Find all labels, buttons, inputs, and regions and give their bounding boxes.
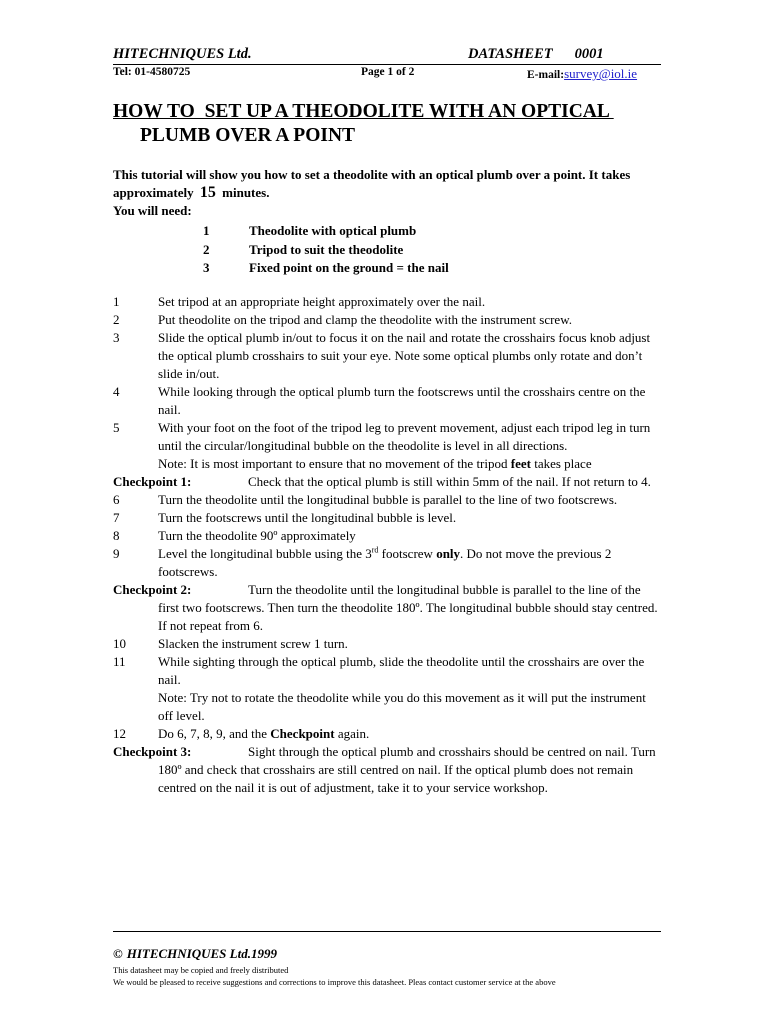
datasheet-number: 0001	[574, 46, 604, 62]
company-name: HITECHNIQUES Ltd.	[113, 46, 252, 62]
step-text-end: . Do not move the previous 2 footscrews.	[158, 546, 612, 579]
step-number: 8	[113, 528, 120, 543]
copyright-icon: ©	[113, 946, 123, 961]
step-number: 6	[113, 492, 120, 507]
header-divider	[113, 64, 661, 65]
list-item	[113, 259, 661, 278]
title-line-1: HOW TO SET UP A THEODOLITE WITH AN OPTICAL	[113, 101, 614, 122]
step-number: 12	[113, 726, 126, 741]
step-number: 7	[113, 510, 120, 525]
intro-text: This tutorial will show you how to set a theodolite with an optical plumb over a point. It takes approximately	[113, 167, 631, 200]
step-5-note	[113, 455, 661, 473]
step-number: 2	[113, 312, 120, 327]
email-link[interactable]: survey@iol.ie	[564, 66, 638, 81]
note-emphasis: feet	[510, 456, 531, 471]
step-text-end: again.	[334, 726, 370, 741]
header-top	[113, 46, 661, 66]
need-label: You will need:	[113, 203, 192, 218]
step-text: Slide the optical plumb in/out to focus it on the nail and rotate the crosshairs focus knob adjust the optical plumb crosshairs to suit your eye. Note some optical plumbs only rotate and don’t slide in/out.	[158, 330, 651, 381]
step-number: 5	[113, 420, 120, 435]
page-number: Page 1 of 2	[361, 66, 415, 78]
procedure-steps	[113, 293, 661, 797]
step-text: With your foot on the foot of the tripod leg to prevent movement, adjust each tripod leg in turn until the circular/longitudinal bubble on the theodolite is level in all directions.	[158, 420, 651, 453]
step-number: 9	[113, 546, 120, 561]
step-emphasis: Checkpoint	[270, 726, 335, 741]
step-text: Turn the theodolite until the longitudinal bubble is parallel to the line of two footscrews.	[158, 492, 618, 507]
step-text-mid: footscrew	[378, 546, 437, 561]
email-label: E-mail:	[527, 69, 565, 81]
step-11	[113, 653, 661, 689]
step-9	[113, 545, 661, 581]
step-3	[113, 329, 661, 383]
list-item	[113, 222, 661, 241]
step-4	[113, 383, 661, 419]
step-7	[113, 509, 661, 527]
item-number: 1	[203, 223, 210, 238]
checkpoint-text: Turn the theodolite until the longitudinal bubble is parallel to the line of the first two footscrews. Then turn the theodolite 180º. The longitudinal bubble should stay centred. If not repeat from 6.	[158, 582, 658, 633]
step-text: Turn the theodolite 90º approximately	[158, 528, 356, 543]
item-text: Tripod to suit the theodolite	[249, 241, 404, 257]
step-text: Do 6, 7, 8, 9, and the	[158, 726, 271, 741]
footer-notes	[113, 964, 673, 988]
checkpoint-label: Checkpoint 1:	[113, 474, 192, 489]
requirements-list	[113, 222, 661, 278]
intro-minutes-label: minutes.	[222, 185, 270, 200]
step-1	[113, 293, 661, 311]
item-number: 3	[203, 260, 210, 275]
checkpoint-text: Sight through the optical plumb and crosshairs should be centred on nail. Turn 180º and check that crosshairs are still centred on nail. If the optical plumb does not remain centred on the nail it is out of adjustment, take it to your service workshop.	[158, 744, 656, 795]
copyright-text: HITECHNIQUES Ltd.1999	[126, 946, 277, 961]
step-number: 10	[113, 636, 126, 651]
step-number: 4	[113, 384, 120, 399]
step-number: 1	[113, 294, 120, 309]
intro-paragraph	[113, 166, 661, 220]
step-text: Level the longitudinal bubble using the 3	[158, 546, 372, 561]
checkpoint-2	[113, 581, 661, 635]
checkpoint-label: Checkpoint 2:	[113, 582, 192, 597]
step-8	[113, 527, 661, 545]
checkpoint-3	[113, 743, 661, 797]
step-text: Set tripod at an appropriate height approximately over the nail.	[158, 294, 486, 309]
footer-line-1: This datasheet may be copied and freely distributed	[113, 965, 289, 975]
ordinal-suffix: rd	[371, 545, 379, 555]
step-emphasis: only	[436, 546, 461, 561]
footer-line-2: We would be pleased to receive suggestions and corrections to improve this datasheet. Pleas contact customer service at the above	[113, 977, 556, 987]
note-text: Note: Try not to rotate the theodolite while you do this movement as it will put the instrument off level.	[158, 690, 646, 723]
page-title	[113, 100, 673, 148]
step-text: Put theodolite on the tripod and clamp the theodolite with the instrument screw.	[158, 312, 572, 327]
checkpoint-text: Check that the optical plumb is still within 5mm of the nail. If not return to 4.	[248, 474, 651, 489]
item-text: Fixed point on the ground = the nail	[249, 260, 449, 275]
step-6	[113, 491, 661, 509]
item-text: Theodolite with optical plumb	[249, 223, 417, 238]
item-number: 2	[203, 241, 210, 257]
telephone: Tel: 01-4580725	[113, 66, 191, 78]
step-text: While looking through the optical plumb turn the footscrews until the crosshairs centre on the nail.	[158, 384, 646, 417]
list-item	[113, 241, 661, 260]
step-number: 11	[113, 654, 126, 669]
step-11-note	[113, 689, 661, 725]
title-line-2: PLUMB OVER A POINT	[140, 125, 356, 146]
datasheet-label: DATASHEET	[468, 46, 553, 62]
step-2	[113, 311, 661, 329]
step-number: 3	[113, 330, 120, 345]
checkpoint-label: Checkpoint 3:	[113, 744, 192, 759]
datasheet-id	[468, 46, 604, 63]
note-text-end: takes place	[534, 456, 592, 471]
email-block	[527, 66, 637, 82]
step-12	[113, 725, 661, 743]
step-5	[113, 419, 661, 455]
step-10	[113, 635, 661, 653]
header-contact	[113, 66, 661, 84]
step-text: Slacken the instrument screw 1 turn.	[158, 636, 348, 651]
note-text: Note: It is most important to ensure that no movement of the tripod	[158, 456, 508, 471]
step-text: While sighting through the optical plumb, slide the theodolite until the crosshairs are over the nail.	[158, 654, 645, 687]
checkpoint-1	[113, 473, 661, 491]
footer-copyright	[113, 946, 277, 962]
minutes-value: 15	[199, 184, 216, 201]
step-text: Turn the footscrews until the longitudinal bubble is level.	[158, 510, 457, 525]
footer-divider	[113, 931, 661, 932]
